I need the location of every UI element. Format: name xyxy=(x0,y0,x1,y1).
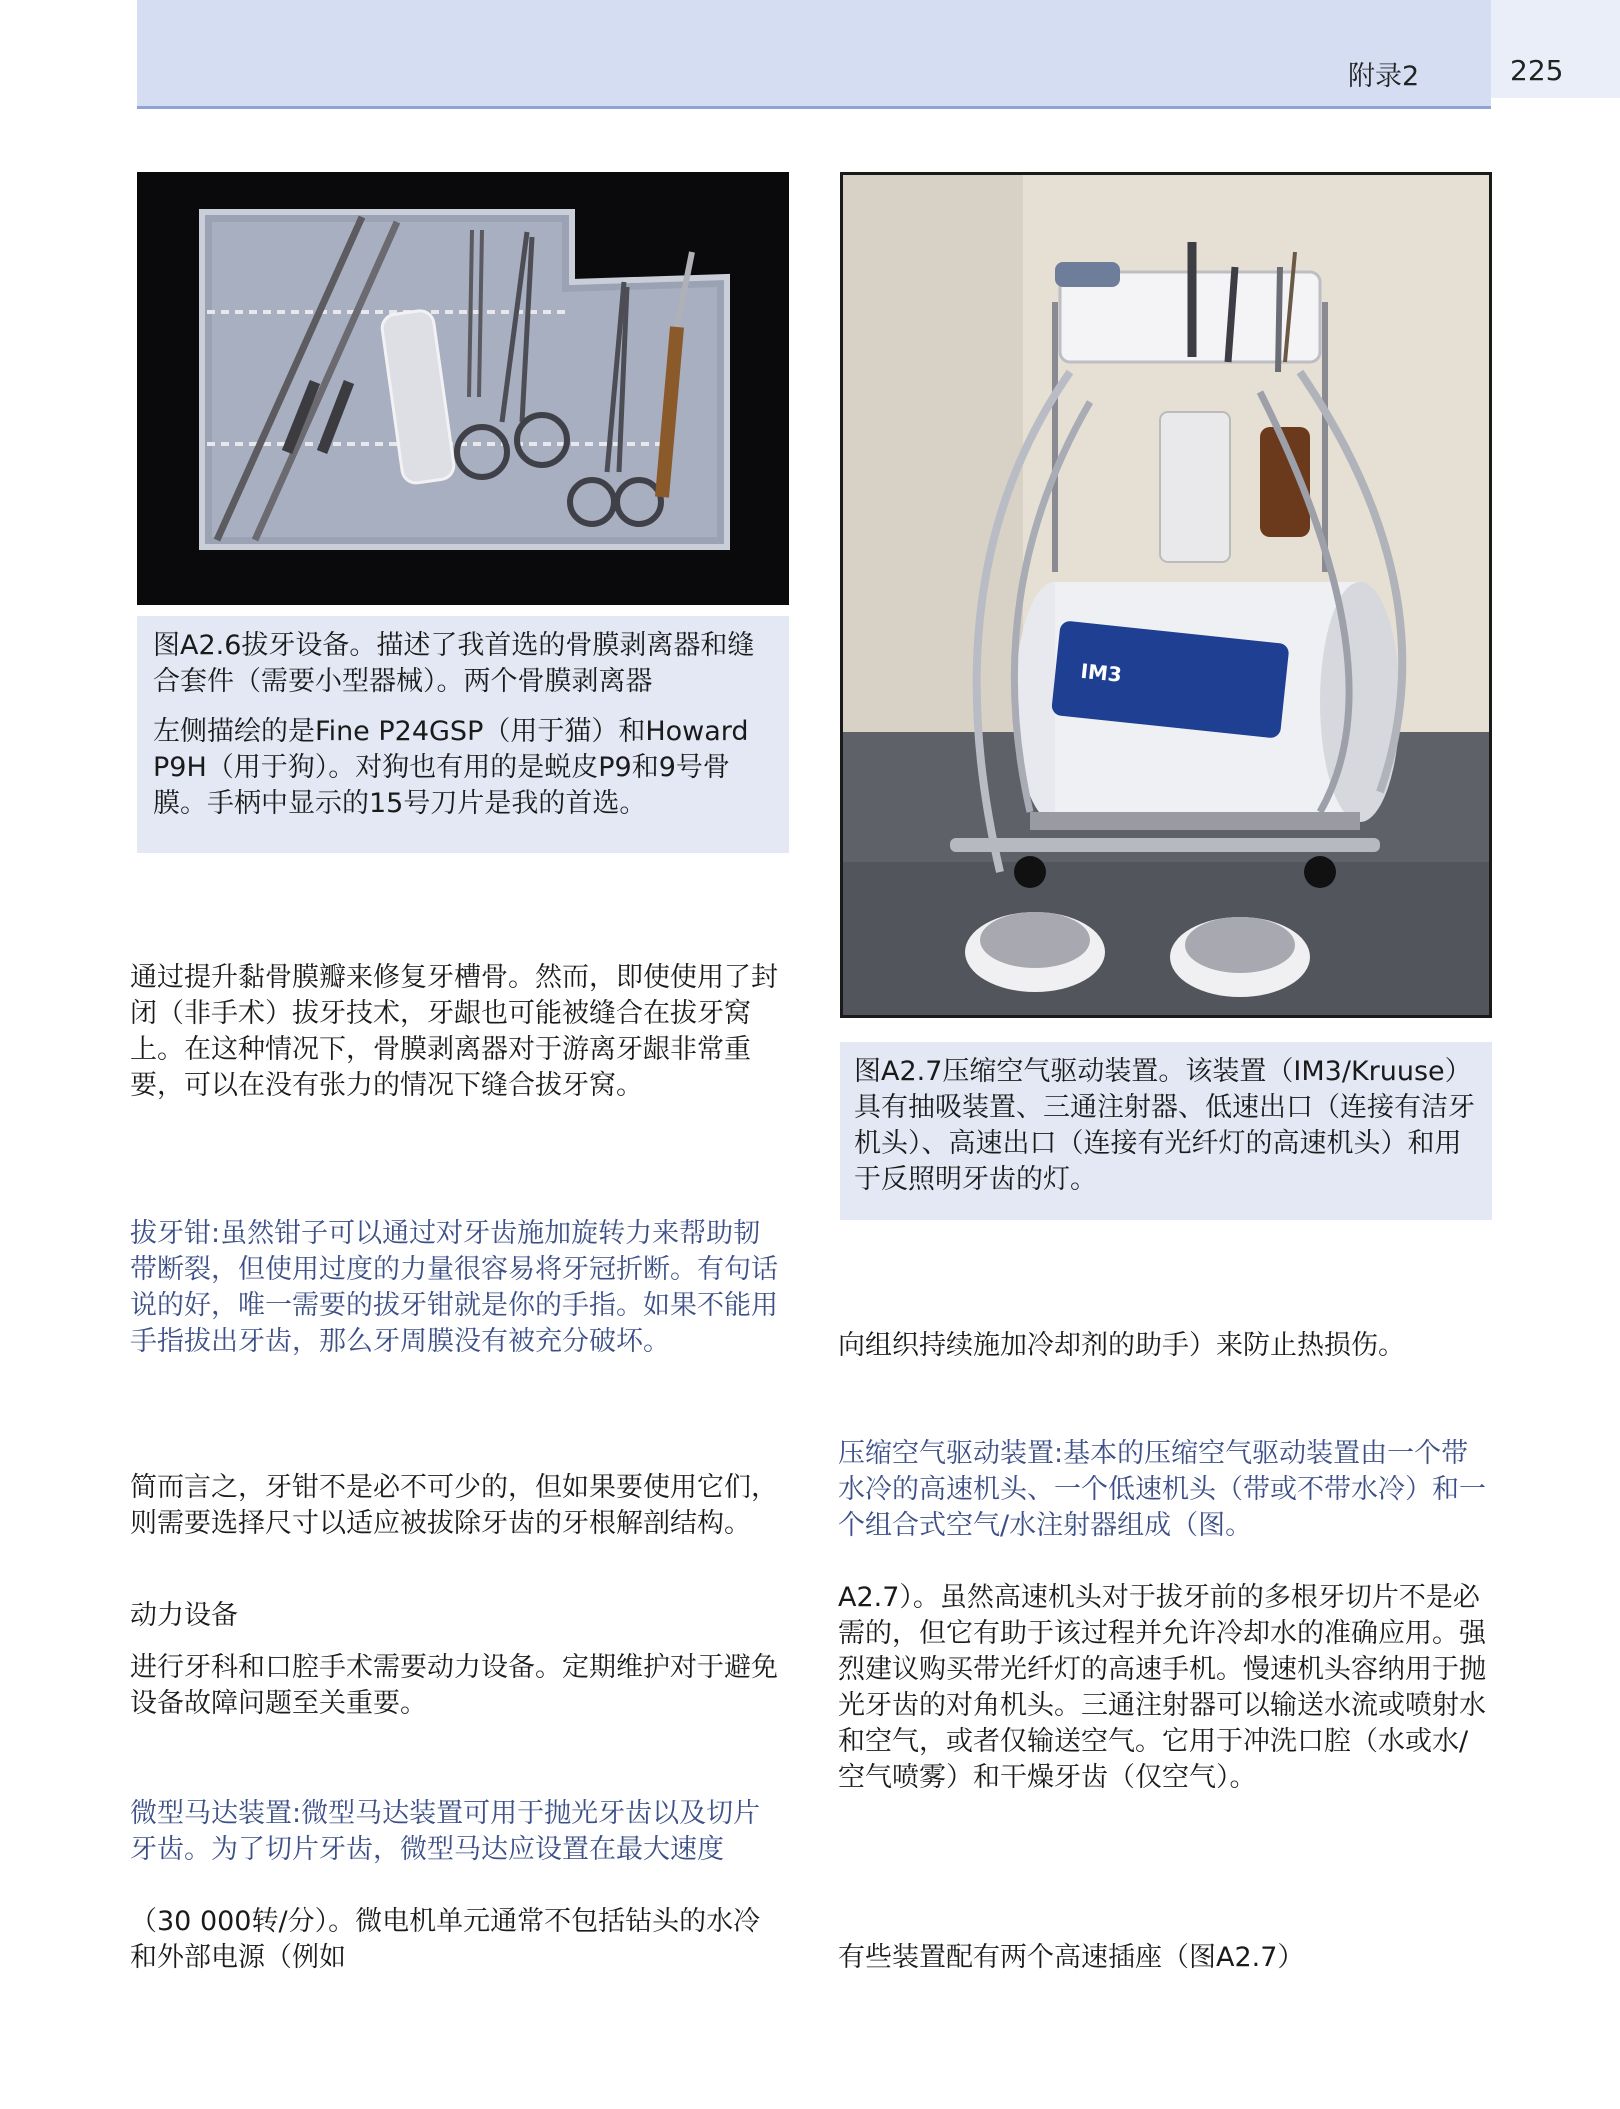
page-number: 225 xyxy=(1510,54,1564,87)
figure-a26-caption-part1: 图A2.6拔牙设备。描述了我首选的骨膜剥离器和缝合套件（需要小型器械）。两个骨膜剥离器 xyxy=(153,630,755,697)
figure-a26-caption-part2: 左侧描绘的是Fine P24GSP（用于猫）和Howard P9H（用于狗）。对狗也有用的是蜕皮P9和9号骨膜。手柄中显示的15号刀片是我的首选。 xyxy=(153,716,749,819)
right-paragraph-3: A2.7）。虽然高速机头对于拔牙前的多根牙切片不是必需的，但它有助于该过程并允许冷却水的准确应用。强烈建议购买带光纤灯的高速手机。慢速机头容纳用于抛光牙齿的对角机头。三通注射器可以输送水流或喷射水和空气，或者仅输送空气。它用于冲洗口腔（水或水/空气喷雾）和干燥牙齿（仅空气）。 xyxy=(838,1582,1486,1793)
right-paragraph-1: 向组织持续施加冷却剂的助手）来防止热损伤。 xyxy=(838,1330,1405,1361)
figure-a26-photo xyxy=(137,172,789,605)
left-paragraph-4: 进行牙科和口腔手术需要动力设备。定期维护对于避免设备故障问题至关重要。 xyxy=(130,1652,778,1719)
compressor-brand-text: IM3 xyxy=(1079,658,1123,687)
figure-a27-photo xyxy=(840,172,1492,1018)
dental-instruments-icon xyxy=(137,172,789,605)
left-paragraph-3: 简而言之，牙钳不是必不可少的，但如果要使用它们，则需要选择尺寸以适应被拔除牙齿的牙根解剖结构。 xyxy=(130,1472,778,1539)
running-header-section: 附录2 xyxy=(1348,61,1420,92)
compressed-air-unit-icon xyxy=(840,172,1492,1018)
left-paragraph-1: 通过提升黏骨膜瓣来修复牙槽骨。然而，即使使用了封闭（非手术）拔牙技术，牙龈也可能被缝合在拔牙窝上。在这种情况下，骨膜剥离器对于游离牙龈非常重要，可以在没有张力的情况下缝合拔牙窝。 xyxy=(130,962,778,1101)
figure-a26-caption xyxy=(137,616,789,853)
section-heading-power-equipment: 动力设备 xyxy=(130,1600,238,1631)
right-paragraph-4: 有些装置配有两个高速插座（图A2.7） xyxy=(838,1942,1305,1973)
figure-a27-caption-text: 图A2.7压缩空气驱动装置。该装置（IM3/Kruuse）具有抽吸装置、三通注射器、低速出口（连接有洁牙机头）、高速出口（连接有光纤灯的高速机头）和用于反照明牙齿的灯。 xyxy=(854,1056,1475,1195)
right-paragraph-compressed-air: 压缩空气驱动装置:基本的压缩空气驱动装置由一个带水冷的高速机头、一个低速机头（带或不带水冷）和一个组合式空气/水注射器组成（图。 xyxy=(838,1438,1486,1541)
header-band xyxy=(137,0,1491,109)
left-paragraph-forceps: 拔牙钳:虽然钳子可以通过对牙齿施加旋转力来帮助韧带断裂，但使用过度的力量很容易将牙冠折断。有句话说的好，唯一需要的拔牙钳就是你的手指。如果不能用手指拔出牙齿，那么牙周膜没有被充分破坏。 xyxy=(130,1218,778,1357)
figure-a27-caption xyxy=(840,1042,1492,1220)
left-paragraph-micromotor: 微型马达装置:微型马达装置可用于抛光牙齿以及切片牙齿。为了切片牙齿，微型马达应设置在最大速度 xyxy=(130,1798,761,1865)
left-paragraph-6: （30 000转/分）。微电机单元通常不包括钻头的水冷和外部电源（例如 xyxy=(130,1906,761,1973)
